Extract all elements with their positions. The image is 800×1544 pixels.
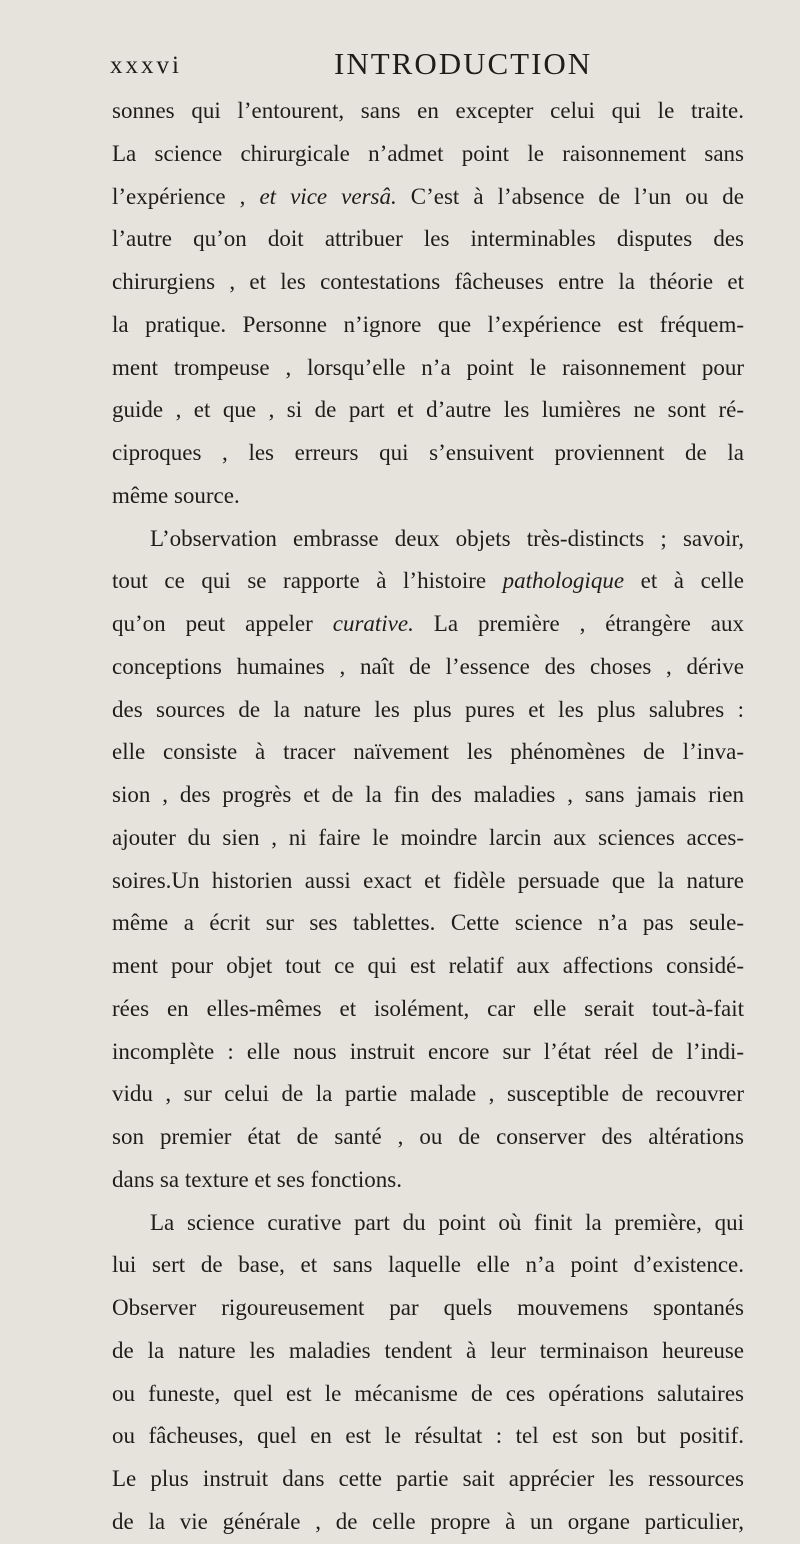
text-line: vidu , sur celui de la partie malade , susceptible de recouvrer	[112, 1081, 744, 1107]
text-segment: qu’on peut appeler	[112, 611, 333, 636]
text-line: guide , et que , si de part et d’autre les lumières ne sont ré-	[112, 397, 744, 423]
text-line: même source.	[112, 482, 240, 508]
italic-text: pathologique	[502, 568, 625, 594]
text-segment: C’est à l’absence de l’un ou de	[396, 183, 744, 209]
text-line: de la nature les maladies tendent à leur terminaison heureuse	[112, 1337, 744, 1363]
text-line	[112, 176, 744, 219]
text-line: même a écrit sur ses tablettes. Cette science n’a pas seule-	[112, 910, 744, 936]
text-segment: tout ce qui se rapporte à l’histoire	[112, 568, 503, 594]
text-line: ciproques , les erreurs qui s’ensuivent proviennent de la	[112, 440, 744, 465]
text-line: elle consiste à tracer naïvement les phénomènes de l’inva-	[112, 739, 744, 765]
running-title: INTRODUCTION	[334, 46, 593, 81]
text-line: rées en elles-mêmes et isolément, car elle serait tout-à-fait	[112, 995, 744, 1021]
text-segment: et à celle	[624, 568, 744, 594]
text-line: dans sa texture et ses fonctions.	[112, 1166, 402, 1192]
text-line	[112, 603, 744, 646]
text-line: la pratique. Personne n’ignore que l’expérience est fréquem-	[112, 311, 744, 337]
text-line: chirurgiens , et les contestations fâcheuses entre la théorie et	[112, 269, 744, 294]
text-line: ajouter du sien , ni faire le moindre larcin aux sciences acces-	[112, 824, 744, 850]
running-head	[112, 34, 744, 86]
text-line: L’observation embrasse deux objets très-distincts ; savoir,	[150, 525, 744, 551]
text-line: soires.Un historien aussi exact et fidèle persuade que la nature	[112, 867, 744, 893]
text-line: ment pour objet tout ce qui est relatif aux affections considé-	[112, 953, 744, 978]
text-line: ou funeste, quel est le mécanisme de ces opérations salutaires	[112, 1380, 744, 1406]
text-line: La science curative part du point où finit la première, qui	[150, 1209, 744, 1235]
text-line: sonnes qui l’entourent, sans en excepter celui qui le traite.	[112, 98, 744, 123]
text-line: lui sert de base, et sans laquelle elle n’a point d’existence.	[112, 1252, 744, 1278]
text-line: Le plus instruit dans cette partie sait apprécier les ressources	[112, 1466, 744, 1491]
text-line: ou fâcheuses, quel en est le résultat : tel est son but positif.	[112, 1423, 744, 1449]
italic-text: curative.	[332, 611, 414, 636]
text-line: son premier état de santé , ou de conserver des altérations	[112, 1124, 744, 1149]
text-segment: La première , étrangère aux	[413, 611, 744, 636]
text-line: sion , des progrès et de la fin des maladies , sans jamais rien	[112, 782, 744, 807]
text-line: de la vie générale , de celle propre à un organe particulier,	[112, 1508, 744, 1534]
text-line: incomplète : elle nous instruit encore sur l’état réel de l’indi-	[112, 1038, 744, 1064]
text-line: l’autre qu’on doit attribuer les interminables disputes des	[112, 226, 744, 252]
italic-text: et vice versâ.	[259, 183, 397, 209]
text-segment: l’expérience ,	[112, 183, 260, 209]
text-line: La science chirurgicale n’admet point le raisonnement sans	[112, 140, 744, 166]
body-text	[112, 90, 744, 1544]
page-number: xxxvi	[110, 52, 182, 79]
text-line: des sources de la nature les plus pures et les plus salubres :	[112, 696, 744, 722]
text-line: ment trompeuse , lorsqu’elle n’a point le raisonnement pour	[112, 354, 744, 380]
text-line: conceptions humaines , naît de l’essence des choses , dérive	[112, 653, 744, 679]
text-line	[112, 560, 744, 603]
text-line: Observer rigoureusement par quels mouvemens spontanés	[112, 1295, 744, 1320]
